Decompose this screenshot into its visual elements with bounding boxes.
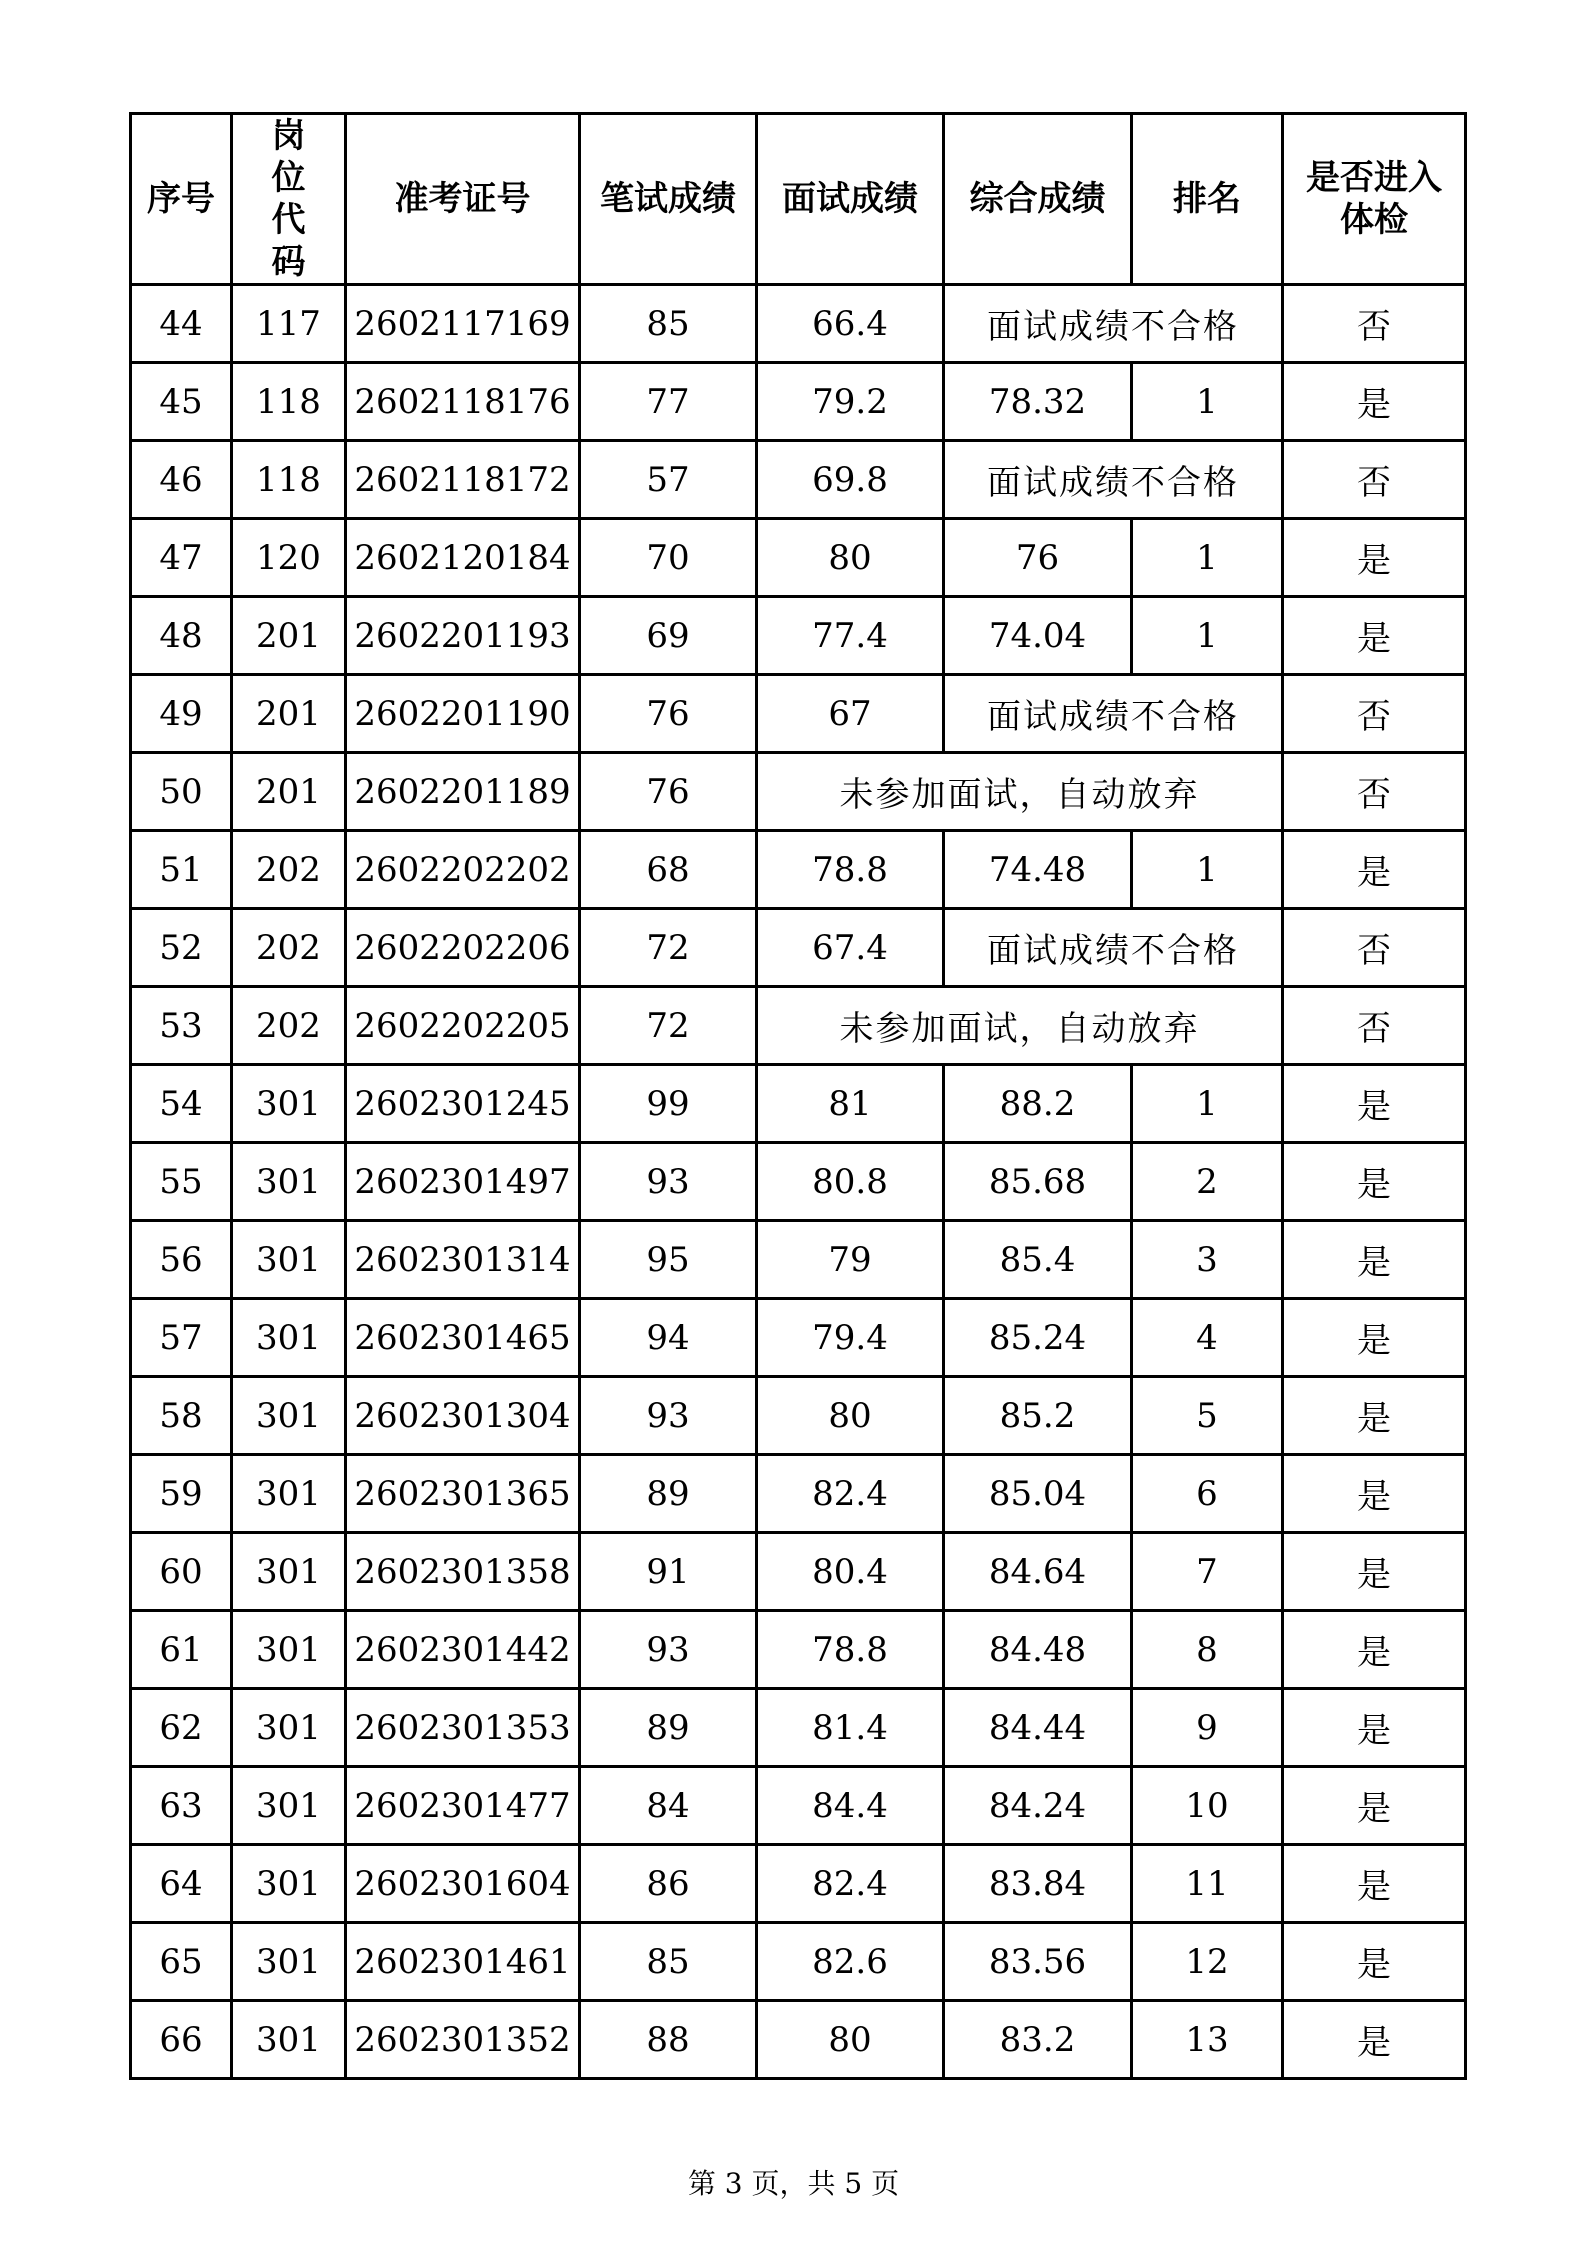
cell-physical: 是 <box>1283 1845 1466 1923</box>
cell-written: 70 <box>580 519 757 597</box>
cell-total: 85.2 <box>944 1377 1132 1455</box>
cell-total: 85.68 <box>944 1143 1132 1221</box>
cell-rank: 3 <box>1132 1221 1283 1299</box>
cell-ticket: 2602117169 <box>346 285 580 363</box>
cell-ticket: 2602301353 <box>346 1689 580 1767</box>
table-row <box>131 1845 1466 1923</box>
cell-fail-note: 面试成绩不合格 <box>944 675 1283 753</box>
cell-rank: 5 <box>1132 1377 1283 1455</box>
cell-physical: 否 <box>1283 285 1466 363</box>
cell-seq: 48 <box>131 597 232 675</box>
cell-ticket: 2602301442 <box>346 1611 580 1689</box>
cell-physical: 是 <box>1283 1377 1466 1455</box>
cell-written: 85 <box>580 1923 757 2001</box>
cell-rank: 4 <box>1132 1299 1283 1377</box>
cell-post-code: 301 <box>232 1845 346 1923</box>
cell-written: 91 <box>580 1533 757 1611</box>
cell-rank: 13 <box>1132 2001 1283 2079</box>
cell-ticket: 2602120184 <box>346 519 580 597</box>
cell-total: 85.4 <box>944 1221 1132 1299</box>
cell-seq: 61 <box>131 1611 232 1689</box>
cell-post-code: 202 <box>232 831 346 909</box>
cell-physical: 是 <box>1283 1767 1466 1845</box>
cell-ticket: 2602301461 <box>346 1923 580 2001</box>
cell-post-code: 301 <box>232 1767 346 1845</box>
cell-ticket: 2602301365 <box>346 1455 580 1533</box>
cell-seq: 50 <box>131 753 232 831</box>
cell-written: 76 <box>580 753 757 831</box>
cell-ticket: 2602301358 <box>346 1533 580 1611</box>
cell-written: 72 <box>580 909 757 987</box>
cell-interview: 78.8 <box>757 1611 944 1689</box>
cell-post-code: 301 <box>232 1611 346 1689</box>
cell-physical: 是 <box>1283 1533 1466 1611</box>
table-row <box>131 2001 1466 2079</box>
cell-ticket: 2602201193 <box>346 597 580 675</box>
header-written: 笔试成绩 <box>580 114 757 285</box>
cell-rank: 8 <box>1132 1611 1283 1689</box>
cell-seq: 57 <box>131 1299 232 1377</box>
table-row <box>131 1767 1466 1845</box>
cell-post-code: 201 <box>232 675 346 753</box>
cell-written: 77 <box>580 363 757 441</box>
cell-physical: 是 <box>1283 1923 1466 2001</box>
cell-seq: 45 <box>131 363 232 441</box>
cell-total: 83.56 <box>944 1923 1132 2001</box>
cell-rank: 1 <box>1132 363 1283 441</box>
table-row <box>131 441 1466 519</box>
header-total: 综合成绩 <box>944 114 1132 285</box>
cell-rank: 6 <box>1132 1455 1283 1533</box>
cell-rank: 9 <box>1132 1689 1283 1767</box>
cell-seq: 63 <box>131 1767 232 1845</box>
cell-physical: 是 <box>1283 597 1466 675</box>
cell-interview: 82.4 <box>757 1845 944 1923</box>
table-row <box>131 1065 1466 1143</box>
cell-interview: 80 <box>757 519 944 597</box>
table-row <box>131 1455 1466 1533</box>
cell-written: 94 <box>580 1299 757 1377</box>
cell-written: 89 <box>580 1455 757 1533</box>
header-row <box>131 114 1466 285</box>
cell-interview: 82.4 <box>757 1455 944 1533</box>
cell-seq: 65 <box>131 1923 232 2001</box>
cell-physical: 否 <box>1283 909 1466 987</box>
table-body <box>131 285 1466 2079</box>
table-row <box>131 1221 1466 1299</box>
cell-physical: 否 <box>1283 675 1466 753</box>
cell-seq: 66 <box>131 2001 232 2079</box>
cell-seq: 58 <box>131 1377 232 1455</box>
cell-ticket: 2602301352 <box>346 2001 580 2079</box>
cell-written: 69 <box>580 597 757 675</box>
table-row <box>131 1533 1466 1611</box>
table-row <box>131 597 1466 675</box>
cell-post-code: 301 <box>232 1689 346 1767</box>
cell-physical: 是 <box>1283 1611 1466 1689</box>
score-table <box>129 112 1467 2080</box>
cell-post-code: 301 <box>232 1455 346 1533</box>
cell-written: 72 <box>580 987 757 1065</box>
cell-absent-note: 未参加面试，自动放弃 <box>757 987 1283 1065</box>
cell-physical: 是 <box>1283 1689 1466 1767</box>
cell-total: 84.44 <box>944 1689 1132 1767</box>
cell-post-code: 301 <box>232 1923 346 2001</box>
cell-written: 85 <box>580 285 757 363</box>
cell-seq: 62 <box>131 1689 232 1767</box>
cell-physical: 是 <box>1283 1065 1466 1143</box>
cell-interview: 77.4 <box>757 597 944 675</box>
cell-written: 88 <box>580 2001 757 2079</box>
header-physical: 是否进入体检 <box>1283 114 1466 285</box>
cell-total: 74.04 <box>944 597 1132 675</box>
cell-rank: 7 <box>1132 1533 1283 1611</box>
cell-written: 86 <box>580 1845 757 1923</box>
cell-physical: 是 <box>1283 1455 1466 1533</box>
header-interview: 面试成绩 <box>757 114 944 285</box>
cell-post-code: 202 <box>232 909 346 987</box>
cell-rank: 12 <box>1132 1923 1283 2001</box>
cell-post-code: 301 <box>232 1221 346 1299</box>
cell-ticket: 2602301604 <box>346 1845 580 1923</box>
header-seq: 序号 <box>131 114 232 285</box>
table-row <box>131 363 1466 441</box>
cell-physical: 否 <box>1283 753 1466 831</box>
cell-interview: 67.4 <box>757 909 944 987</box>
cell-seq: 51 <box>131 831 232 909</box>
table-row <box>131 675 1466 753</box>
cell-interview: 78.8 <box>757 831 944 909</box>
cell-written: 89 <box>580 1689 757 1767</box>
header-post-code: 岗位代码 <box>232 114 346 285</box>
header-ticket: 准考证号 <box>346 114 580 285</box>
cell-total: 83.84 <box>944 1845 1132 1923</box>
cell-ticket: 2602202205 <box>346 987 580 1065</box>
cell-rank: 1 <box>1132 831 1283 909</box>
table-row <box>131 1689 1466 1767</box>
cell-physical: 是 <box>1283 2001 1466 2079</box>
cell-post-code: 301 <box>232 1377 346 1455</box>
cell-physical: 是 <box>1283 519 1466 597</box>
cell-total: 74.48 <box>944 831 1132 909</box>
cell-physical: 否 <box>1283 441 1466 519</box>
table-row <box>131 987 1466 1065</box>
cell-seq: 46 <box>131 441 232 519</box>
table-row <box>131 1611 1466 1689</box>
cell-total: 78.32 <box>944 363 1132 441</box>
cell-ticket: 2602301465 <box>346 1299 580 1377</box>
header-rank: 排名 <box>1132 114 1283 285</box>
cell-fail-note: 面试成绩不合格 <box>944 441 1283 519</box>
cell-seq: 56 <box>131 1221 232 1299</box>
table-row <box>131 1143 1466 1221</box>
cell-interview: 66.4 <box>757 285 944 363</box>
cell-post-code: 120 <box>232 519 346 597</box>
cell-interview: 81 <box>757 1065 944 1143</box>
cell-post-code: 201 <box>232 753 346 831</box>
table-row <box>131 753 1466 831</box>
cell-total: 84.24 <box>944 1767 1132 1845</box>
cell-physical: 是 <box>1283 1299 1466 1377</box>
table-row <box>131 285 1466 363</box>
cell-seq: 55 <box>131 1143 232 1221</box>
cell-ticket: 2602202202 <box>346 831 580 909</box>
cell-interview: 80.8 <box>757 1143 944 1221</box>
cell-post-code: 301 <box>232 1143 346 1221</box>
cell-interview: 81.4 <box>757 1689 944 1767</box>
cell-physical: 是 <box>1283 831 1466 909</box>
cell-interview: 80 <box>757 1377 944 1455</box>
cell-written: 93 <box>580 1143 757 1221</box>
cell-written: 93 <box>580 1377 757 1455</box>
cell-post-code: 301 <box>232 1299 346 1377</box>
cell-seq: 47 <box>131 519 232 597</box>
cell-written: 84 <box>580 1767 757 1845</box>
cell-written: 93 <box>580 1611 757 1689</box>
cell-post-code: 201 <box>232 597 346 675</box>
cell-physical: 是 <box>1283 363 1466 441</box>
cell-ticket: 2602301477 <box>346 1767 580 1845</box>
cell-ticket: 2602301304 <box>346 1377 580 1455</box>
cell-rank: 2 <box>1132 1143 1283 1221</box>
cell-rank: 11 <box>1132 1845 1283 1923</box>
cell-rank: 10 <box>1132 1767 1283 1845</box>
cell-interview: 80.4 <box>757 1533 944 1611</box>
cell-interview: 79.4 <box>757 1299 944 1377</box>
cell-interview: 84.4 <box>757 1767 944 1845</box>
cell-rank: 1 <box>1132 1065 1283 1143</box>
cell-ticket: 2602118172 <box>346 441 580 519</box>
cell-written: 76 <box>580 675 757 753</box>
cell-physical: 否 <box>1283 987 1466 1065</box>
page-footer: 第 3 页，共 5 页 <box>687 2167 900 2200</box>
cell-total: 85.24 <box>944 1299 1132 1377</box>
cell-seq: 52 <box>131 909 232 987</box>
cell-total: 88.2 <box>944 1065 1132 1143</box>
cell-seq: 60 <box>131 1533 232 1611</box>
table-row <box>131 831 1466 909</box>
cell-post-code: 301 <box>232 1065 346 1143</box>
cell-seq: 49 <box>131 675 232 753</box>
cell-ticket: 2602301245 <box>346 1065 580 1143</box>
cell-seq: 64 <box>131 1845 232 1923</box>
cell-ticket: 2602202206 <box>346 909 580 987</box>
cell-seq: 44 <box>131 285 232 363</box>
cell-total: 84.48 <box>944 1611 1132 1689</box>
cell-post-code: 301 <box>232 2001 346 2079</box>
cell-interview: 79 <box>757 1221 944 1299</box>
cell-ticket: 2602118176 <box>346 363 580 441</box>
cell-written: 99 <box>580 1065 757 1143</box>
cell-total: 84.64 <box>944 1533 1132 1611</box>
cell-interview: 67 <box>757 675 944 753</box>
cell-written: 95 <box>580 1221 757 1299</box>
cell-interview: 69.8 <box>757 441 944 519</box>
cell-rank: 1 <box>1132 519 1283 597</box>
cell-interview: 82.6 <box>757 1923 944 2001</box>
cell-rank: 1 <box>1132 597 1283 675</box>
cell-physical: 是 <box>1283 1221 1466 1299</box>
cell-ticket: 2602201190 <box>346 675 580 753</box>
cell-ticket: 2602201189 <box>346 753 580 831</box>
cell-ticket: 2602301314 <box>346 1221 580 1299</box>
cell-seq: 53 <box>131 987 232 1065</box>
table-row <box>131 1377 1466 1455</box>
cell-written: 57 <box>580 441 757 519</box>
table-row <box>131 519 1466 597</box>
cell-seq: 59 <box>131 1455 232 1533</box>
cell-physical: 是 <box>1283 1143 1466 1221</box>
cell-written: 68 <box>580 831 757 909</box>
cell-total: 85.04 <box>944 1455 1132 1533</box>
cell-post-code: 118 <box>232 441 346 519</box>
cell-ticket: 2602301497 <box>346 1143 580 1221</box>
cell-fail-note: 面试成绩不合格 <box>944 909 1283 987</box>
cell-fail-note: 面试成绩不合格 <box>944 285 1283 363</box>
cell-interview: 79.2 <box>757 363 944 441</box>
cell-post-code: 202 <box>232 987 346 1065</box>
cell-post-code: 117 <box>232 285 346 363</box>
cell-seq: 54 <box>131 1065 232 1143</box>
cell-post-code: 301 <box>232 1533 346 1611</box>
cell-absent-note: 未参加面试，自动放弃 <box>757 753 1283 831</box>
table-row <box>131 909 1466 987</box>
table-row <box>131 1923 1466 2001</box>
cell-total: 83.2 <box>944 2001 1132 2079</box>
table-row <box>131 1299 1466 1377</box>
cell-total: 76 <box>944 519 1132 597</box>
cell-interview: 80 <box>757 2001 944 2079</box>
cell-post-code: 118 <box>232 363 346 441</box>
